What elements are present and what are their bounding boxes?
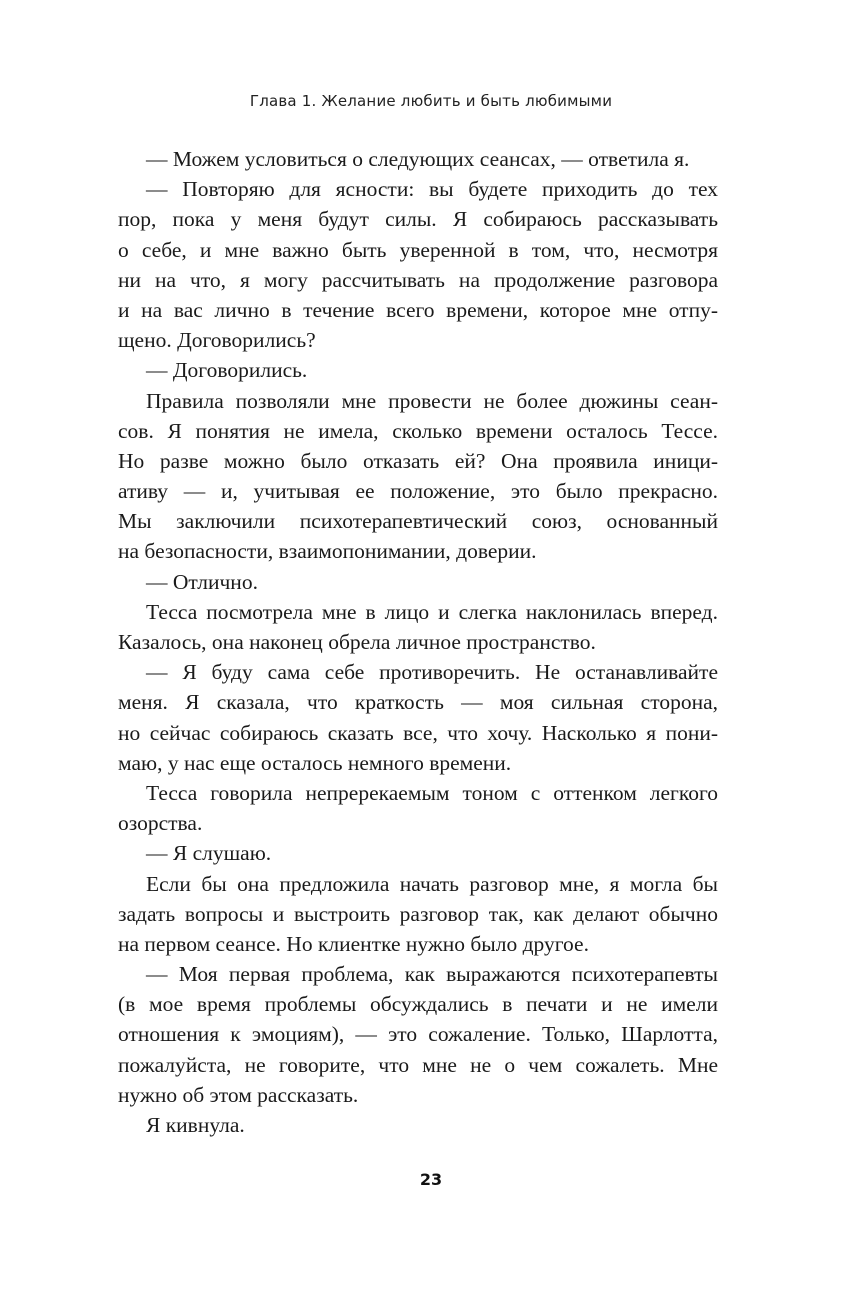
- text-line: ни на что, я могу рассчитывать на продолжение разговора: [118, 267, 718, 292]
- text-line: пор, пока у меня будут силы. Я собираюсь рассказывать: [118, 207, 718, 232]
- text-line: пожалуйста, не говорите, что мне не о чем сожалеть. Мне: [118, 1052, 718, 1077]
- text-line: Казалось, она наконец обрела личное пространство.: [118, 630, 596, 654]
- text-line: озорства.: [118, 811, 203, 836]
- running-head: Глава 1. Желание любить и быть любимыми: [249, 92, 613, 110]
- body-text: [118, 144, 718, 1140]
- text-line: ативу — и, учитывая ее положение, это было прекрасно.: [118, 479, 718, 504]
- text-line: сов. Я понятия не имела, сколько времени осталось Тессе.: [118, 418, 718, 443]
- text-line: (в мое время проблемы обсуждались в печати и не имели: [118, 992, 718, 1017]
- text-line: на безопасности, взаимопонимании, доверии.: [118, 539, 537, 564]
- text-line: — Я слушаю.: [146, 841, 272, 866]
- text-line: задать вопросы и выстроить разговор так, как делают обычно: [118, 901, 718, 926]
- text-line: о себе, и мне важно быть уверенной в том, что, несмотря: [118, 237, 718, 262]
- text-line: Мы заключили психотерапевтический союз, основанный: [118, 509, 718, 534]
- text-line: щено. Договорились?: [118, 328, 316, 353]
- text-line: Тесса посмотрела мне в лицо и слегка наклонилась вперед.: [146, 599, 718, 624]
- text-line: отношения к эмоциям), — это сожаление. Только, Шарлотта,: [118, 1022, 718, 1047]
- text-line: — Отлично.: [146, 569, 258, 594]
- page-number: 23: [419, 1170, 443, 1189]
- text-line: — Повторяю для ясности: вы будете приходить до тех: [146, 177, 718, 202]
- text-line: нужно об этом рассказать.: [118, 1082, 359, 1107]
- text-line: Я кивнула.: [146, 1113, 245, 1137]
- text-line: — Моя первая проблема, как выражаются психотерапевты: [146, 962, 718, 987]
- text-line: — Договорились.: [146, 358, 308, 383]
- text-line: меня. Я сказала, что краткость — моя сильная сторона,: [118, 690, 718, 715]
- text-line: маю, у нас еще осталось немного времени.: [118, 750, 512, 775]
- text-line: на первом сеансе. Но клиентке нужно было другое.: [118, 931, 589, 956]
- text-line: Если бы она предложила начать разговор мне, я могла бы: [146, 871, 718, 896]
- text-line: Тесса говорила непререкаемым тоном с оттенком легкого: [146, 780, 718, 805]
- text-line: Правила позволяли мне провести не более дюжины сеан-: [146, 388, 718, 413]
- text-line: Но разве можно было отказать ей? Она проявила иници-: [118, 448, 718, 473]
- text-line: — Я буду сама себе противоречить. Не останавливайте: [146, 660, 718, 685]
- text-line: и на вас лично в течение всего времени, которое мне отпу-: [118, 297, 718, 322]
- text-line: — Можем условиться о следующих сеансах, — ответила я.: [146, 147, 690, 171]
- text-line: но сейчас собираюсь сказать все, что хочу. Насколько я пони-: [118, 720, 718, 745]
